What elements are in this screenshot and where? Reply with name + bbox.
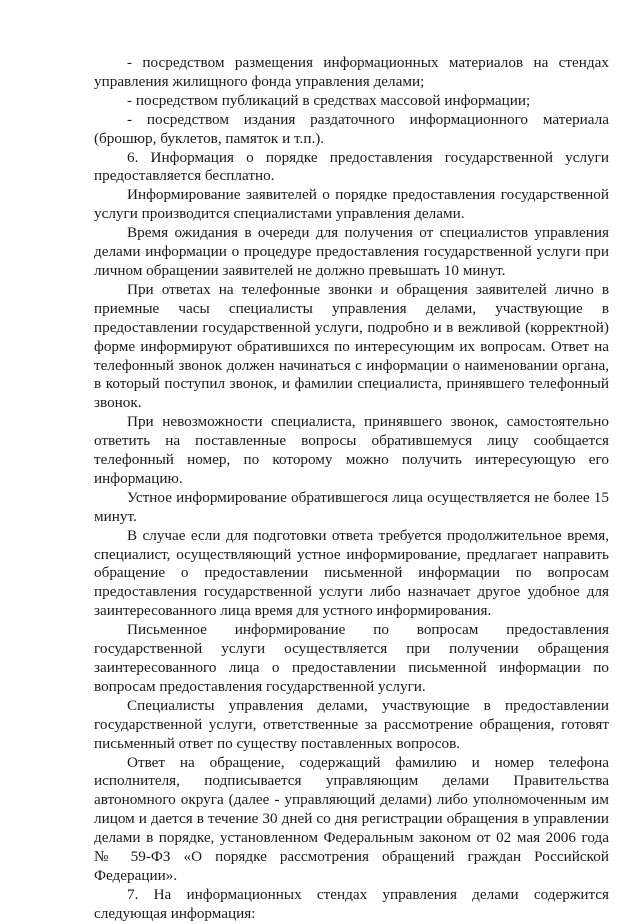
paragraph-waiting-time: Время ожидания в очереди для получения от специалистов управления делами информации о процедуре предоставления государственной услуги при личном обращении заявителей не должно превышать 10 минут. (94, 224, 609, 279)
paragraph-phone-calls: При ответах на телефонные звонки и обращения заявителей лично в приемные часы специалисты управления делами, участвующие в предоставлении государственной услуги, подробно и в вежливой (корректной) форме информируют обратившихся по интересующим их вопросам. Ответ на телефонный звонок должен начинаться с информации о наименовании органа, в который поступил звонок, и фамилии специалиста, принявшего телефонный звонок. (94, 280, 609, 412)
paragraph-long-answer: В случае если для подготовки ответа требуется продолжительное время, специалист, осуществляющий устное информирование, предлагает направить обращение о предоставлении письменной информации по вопросам предоставления государственной услуги либо назначает другое удобное для заинтересованного лица время для устного информирования. (94, 526, 609, 620)
paragraph-mass-media: - посредством публикаций в средствах массовой информации; (127, 91, 531, 109)
paragraph-oral-duration: Устное информирование обратившегося лица осуществляется не более 15 минут. (94, 488, 609, 525)
paragraph-stands: - посредством размещения информационных материалов на стендах управления жилищного фонда управления делами; (94, 54, 609, 90)
paragraph-item-6: 6. Информация о порядке предоставления государственной услуги предоставляется бесплатно. (94, 148, 609, 185)
paragraph-informing-specialists: Информирование заявителей о порядке предоставления государственной услуги производится специалистами управления делами. (94, 186, 609, 223)
paragraph-handouts: - посредством издания раздаточного информационного материала (брошюр, буклетов, памяток и т.п.). (94, 110, 609, 147)
paragraph-written-response: Специалисты управления делами, участвующие в предоставлении государственной услуги, ответственные за рассмотрение обращения, готовят письменный ответ по существу поставленных вопросов. (94, 696, 609, 752)
paragraph-impossibility: При невозможности специалиста, принявшего звонок, самостоятельно ответить на поставленные вопросы обратившемуся лицу сообщается телефонный номер, по которому можно получить интересующую его информацию. (94, 413, 609, 487)
document-body (94, 54, 609, 924)
paragraph-item-7: 7. На информационных стендах управления делами содержится следующая информация: (94, 885, 609, 922)
paragraph-written-informing: Письменное информирование по вопросам предоставления государственной услуги осуществляется при получении обращения заинтересованного лица о предоставлении письменной информации по вопросам предоставления государственной услуги. (94, 621, 609, 695)
paragraph-answer-signing: Ответ на обращение, содержащий фамилию и номер телефона исполнителя, подписывается управляющим делами Правительства автономного округа (далее - управляющий делами) либо уполномоченным им лицом и дается в течение 30 дней со дня регистрации обращения в управлении делами в порядке, установленном Федеральным законом от 02 мая 2006 года № 59-ФЗ «О порядке рассмотрения обращений граждан Российской Федерации». (94, 753, 609, 884)
